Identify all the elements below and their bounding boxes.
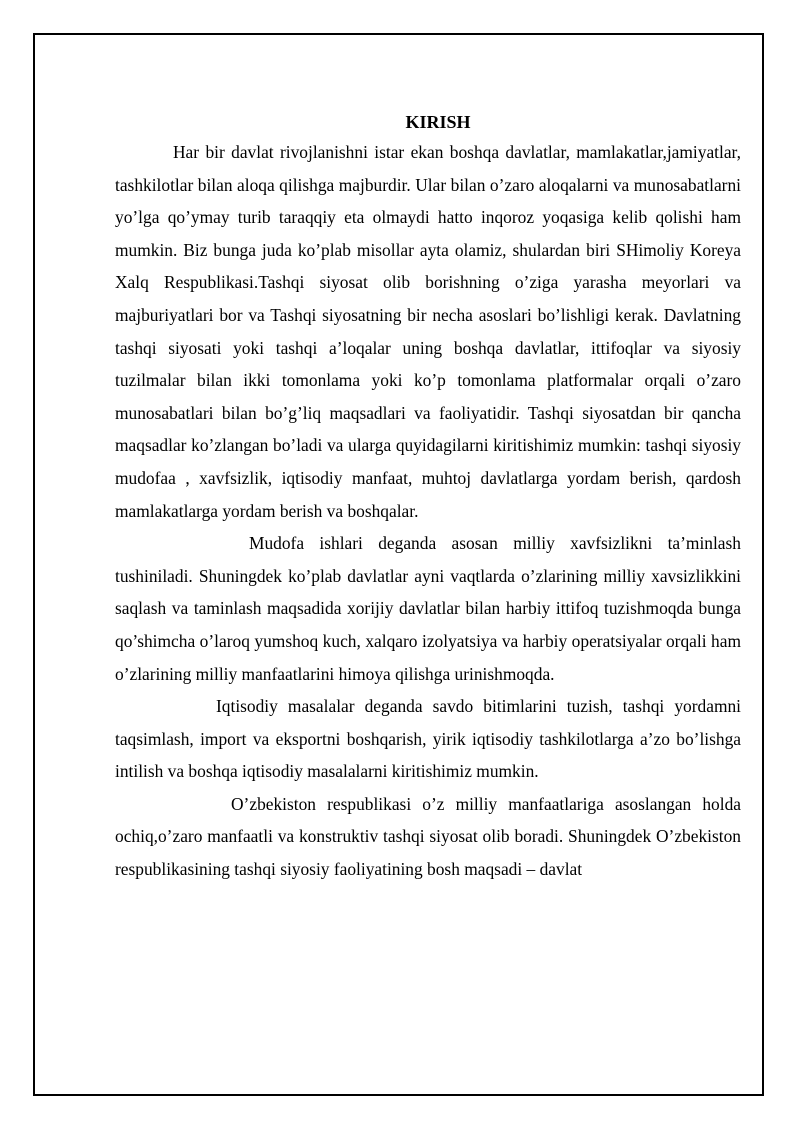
paragraph-defense: Mudofa ishlari deganda asosan milliy xavfsizlikni ta’minlash tushiniladi. Shuningdek ko’plab davlatlar ayni vaqtlarda o’zlarining milliy xavsizlikkini saqlash va taminlash maqsadida xorijiy davlatlar bilan harbiy ittifoq tuzishmoqda bunga qo’shimcha o’laroq yumshoq kuch, xalqaro izolyatsiya va harbiy operatsiyalar orqali ham o’zlarining milliy manfaatlarini himoya qilishga urinishmoqda.	[115, 533, 741, 684]
document-body	[115, 108, 741, 886]
paragraph-economy: Iqtisodiy masalalar deganda savdo bitimlarini tuzish, tashqi yordamni taqsimlash, import va eksportni boshqarish, yirik iqtisodiy tashkilotlarga a’zo bo’lishga intilish va boshqa iqtisodiy masalalarni kiritishimiz mumkin.	[115, 696, 741, 782]
paragraph-uzbekistan: O’zbekiston respublikasi o’z milliy manfaatlariga asoslangan holda ochiq,o’zaro manfaatli va konstruktiv tashqi siyosat olib boradi. Shuningdek O’zbekiston respublikasining tashqi siyosiy faoliyatining bosh maqsadi – davlat	[115, 793, 741, 880]
paragraph-intro: Har bir davlat rivojlanishni istar ekan boshqa davlatlar, mamlakatlar,jamiyatlar, tashkilotlar bilan aloqa qilishga majburdir. Ular bilan o’zaro aloqalarni va munosabatlarni yo’lga qo’ymay turib taraqqiy eta olmaydi hatto inqoroz yoqasiga kelib qolishi ham mumkin. Biz bunga juda ko’plab misollar ayta olamiz, shulardan biri SHimoliy Koreya Xalq Respublikasi.Tashqi siyosat olib borishning o’ziga yarasha meyorlari va majburiyatlari bor va Tashqi siyosatning bir necha asoslari bo’lishligi kerak. Davlatning tashqi siyosati yoki tashqi a’loqalar uning boshqa davlatlar, ittifoqlar va siyosiy tuzilmalar bilan ikki tomonlama yoki ko’p tomonlama platformalar orqali o’zaro munosabatlari bilan bo’g’liq maqsadlari va faoliyatidir. Tashqi siyosatdan bir qancha maqsadlar ko’zlangan bo’ladi va ularga quyidagilarni kiritishimiz mumkin: tashqi siyosiy mudofaa , xavfsizlik, iqtisodiy manfaat, muhtoj davlatlarga yordam berish, qardosh mamlakatlarga yordam berish va boshqalar.	[115, 142, 741, 521]
section-heading: KIRISH	[405, 112, 471, 132]
